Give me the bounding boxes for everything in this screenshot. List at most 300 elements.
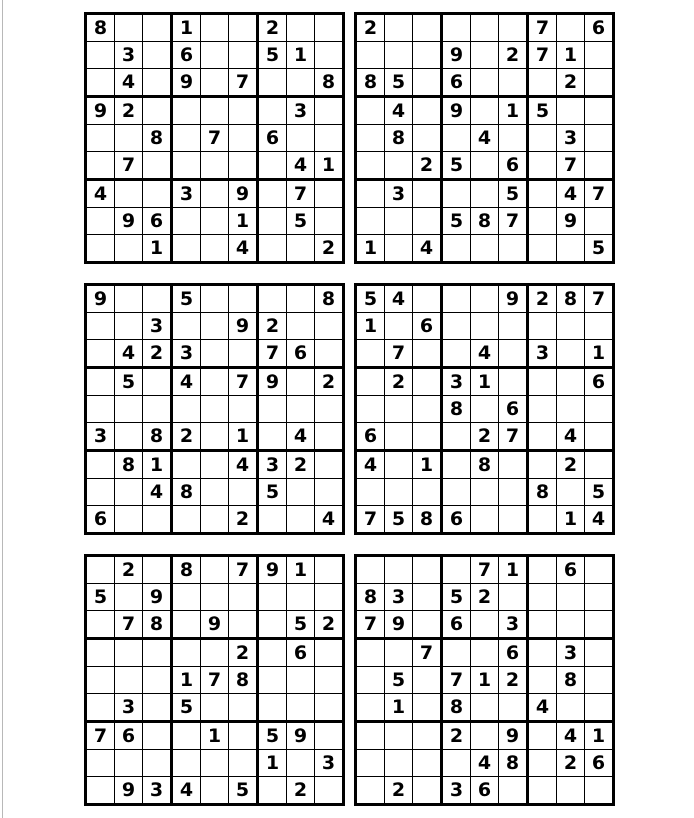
sudoku-cell[interactable]: 5 [385, 69, 413, 97]
sudoku-cell[interactable] [442, 451, 471, 479]
sudoku-cell[interactable] [585, 611, 614, 639]
sudoku-cell[interactable] [413, 423, 442, 451]
sudoku-cell[interactable]: 2 [315, 611, 344, 639]
sudoku-cell[interactable] [585, 396, 614, 423]
sudoku-cell[interactable] [229, 396, 258, 423]
sudoku-cell[interactable]: 8 [413, 506, 442, 534]
sudoku-cell[interactable]: 1 [471, 368, 499, 396]
sudoku-cell[interactable]: 1 [385, 694, 413, 722]
sudoku-cell[interactable]: 1 [229, 208, 258, 235]
sudoku-cell[interactable] [442, 340, 471, 368]
sudoku-cell[interactable]: 9 [287, 722, 315, 750]
sudoku-cell[interactable] [528, 125, 557, 152]
sudoku-cell[interactable] [499, 235, 528, 263]
sudoku-cell[interactable] [557, 235, 585, 263]
sudoku-cell[interactable] [86, 42, 115, 69]
sudoku-cell[interactable] [557, 14, 585, 42]
sudoku-cell[interactable] [143, 694, 172, 722]
sudoku-cell[interactable]: 4 [471, 125, 499, 152]
sudoku-cell[interactable] [172, 125, 201, 152]
sudoku-cell[interactable]: 6 [557, 556, 585, 584]
sudoku-cell[interactable] [442, 313, 471, 340]
sudoku-cell[interactable] [172, 451, 201, 479]
sudoku-cell[interactable] [315, 208, 344, 235]
sudoku-cell[interactable] [499, 451, 528, 479]
sudoku-cell[interactable]: 3 [115, 42, 143, 69]
sudoku-cell[interactable]: 8 [172, 556, 201, 584]
sudoku-cell[interactable] [413, 208, 442, 235]
sudoku-cell[interactable] [471, 152, 499, 180]
sudoku-cell[interactable] [315, 667, 344, 694]
sudoku-cell[interactable]: 9 [229, 313, 258, 340]
sudoku-cell[interactable]: 2 [172, 423, 201, 451]
sudoku-cell[interactable]: 8 [356, 584, 385, 611]
sudoku-cell[interactable]: 8 [385, 125, 413, 152]
sudoku-cell[interactable]: 2 [229, 506, 258, 534]
sudoku-cell[interactable] [315, 180, 344, 208]
sudoku-cell[interactable] [356, 694, 385, 722]
sudoku-cell[interactable]: 7 [585, 285, 614, 313]
sudoku-cell[interactable] [143, 396, 172, 423]
sudoku-cell[interactable]: 6 [499, 396, 528, 423]
sudoku-cell[interactable] [385, 152, 413, 180]
sudoku-cell[interactable]: 5 [499, 180, 528, 208]
sudoku-cell[interactable]: 6 [499, 152, 528, 180]
sudoku-cell[interactable] [315, 584, 344, 611]
sudoku-cell[interactable] [86, 479, 115, 506]
sudoku-cell[interactable] [172, 584, 201, 611]
sudoku-cell[interactable]: 3 [385, 180, 413, 208]
sudoku-cell[interactable] [528, 396, 557, 423]
sudoku-cell[interactable] [442, 639, 471, 667]
sudoku-cell[interactable] [471, 506, 499, 534]
sudoku-cell[interactable] [585, 451, 614, 479]
sudoku-cell[interactable] [413, 584, 442, 611]
sudoku-cell[interactable] [229, 152, 258, 180]
sudoku-cell[interactable] [115, 423, 143, 451]
sudoku-cell[interactable] [528, 69, 557, 97]
sudoku-cell[interactable]: 2 [385, 368, 413, 396]
sudoku-cell[interactable]: 4 [528, 694, 557, 722]
sudoku-cell[interactable]: 2 [499, 42, 528, 69]
sudoku-cell[interactable] [315, 639, 344, 667]
sudoku-cell[interactable] [258, 584, 287, 611]
sudoku-cell[interactable]: 7 [528, 42, 557, 69]
sudoku-cell[interactable] [557, 479, 585, 506]
sudoku-cell[interactable]: 5 [585, 479, 614, 506]
sudoku-cell[interactable] [315, 777, 344, 805]
sudoku-cell[interactable] [585, 584, 614, 611]
sudoku-cell[interactable]: 1 [356, 313, 385, 340]
sudoku-cell[interactable]: 7 [201, 125, 229, 152]
sudoku-cell[interactable] [172, 396, 201, 423]
sudoku-cell[interactable] [172, 208, 201, 235]
sudoku-cell[interactable] [385, 42, 413, 69]
sudoku-cell[interactable] [471, 14, 499, 42]
sudoku-cell[interactable] [287, 313, 315, 340]
sudoku-cell[interactable] [557, 313, 585, 340]
sudoku-cell[interactable]: 2 [315, 368, 344, 396]
sudoku-cell[interactable] [287, 479, 315, 506]
sudoku-cell[interactable]: 7 [115, 152, 143, 180]
sudoku-cell[interactable] [229, 611, 258, 639]
sudoku-cell[interactable]: 5 [585, 235, 614, 263]
sudoku-cell[interactable] [287, 285, 315, 313]
sudoku-cell[interactable] [86, 69, 115, 97]
sudoku-cell[interactable] [143, 69, 172, 97]
sudoku-cell[interactable]: 6 [585, 368, 614, 396]
sudoku-cell[interactable]: 7 [528, 14, 557, 42]
sudoku-cell[interactable]: 4 [471, 750, 499, 777]
sudoku-cell[interactable]: 9 [229, 180, 258, 208]
sudoku-cell[interactable]: 1 [356, 235, 385, 263]
sudoku-cell[interactable] [385, 313, 413, 340]
sudoku-cell[interactable] [585, 694, 614, 722]
sudoku-cell[interactable] [201, 69, 229, 97]
sudoku-cell[interactable] [528, 667, 557, 694]
sudoku-cell[interactable] [413, 777, 442, 805]
sudoku-cell[interactable] [471, 313, 499, 340]
sudoku-cell[interactable] [229, 694, 258, 722]
sudoku-cell[interactable] [315, 42, 344, 69]
sudoku-cell[interactable] [442, 423, 471, 451]
sudoku-cell[interactable] [528, 313, 557, 340]
sudoku-cell[interactable]: 6 [442, 69, 471, 97]
sudoku-cell[interactable] [528, 777, 557, 805]
sudoku-cell[interactable] [356, 368, 385, 396]
sudoku-cell[interactable] [442, 285, 471, 313]
sudoku-cell[interactable] [201, 42, 229, 69]
sudoku-cell[interactable] [528, 235, 557, 263]
sudoku-cell[interactable] [413, 285, 442, 313]
sudoku-cell[interactable] [143, 722, 172, 750]
sudoku-cell[interactable] [201, 423, 229, 451]
sudoku-cell[interactable] [557, 340, 585, 368]
sudoku-cell[interactable] [442, 479, 471, 506]
sudoku-cell[interactable]: 9 [385, 611, 413, 639]
sudoku-cell[interactable]: 5 [442, 152, 471, 180]
sudoku-cell[interactable] [115, 584, 143, 611]
sudoku-cell[interactable] [172, 750, 201, 777]
sudoku-cell[interactable] [229, 125, 258, 152]
sudoku-cell[interactable] [86, 694, 115, 722]
sudoku-cell[interactable] [528, 722, 557, 750]
sudoku-cell[interactable] [258, 235, 287, 263]
sudoku-cell[interactable]: 2 [471, 584, 499, 611]
sudoku-cell[interactable]: 2 [557, 750, 585, 777]
sudoku-cell[interactable] [557, 611, 585, 639]
sudoku-cell[interactable]: 7 [201, 667, 229, 694]
sudoku-cell[interactable] [585, 667, 614, 694]
sudoku-cell[interactable] [86, 368, 115, 396]
sudoku-cell[interactable]: 6 [413, 313, 442, 340]
sudoku-cell[interactable] [287, 368, 315, 396]
sudoku-cell[interactable] [585, 423, 614, 451]
sudoku-cell[interactable]: 5 [258, 722, 287, 750]
sudoku-cell[interactable] [258, 694, 287, 722]
sudoku-cell[interactable] [385, 423, 413, 451]
sudoku-cell[interactable] [385, 14, 413, 42]
sudoku-cell[interactable]: 2 [356, 14, 385, 42]
sudoku-cell[interactable] [143, 667, 172, 694]
sudoku-cell[interactable]: 7 [585, 180, 614, 208]
sudoku-cell[interactable] [499, 125, 528, 152]
sudoku-cell[interactable]: 4 [557, 722, 585, 750]
sudoku-cell[interactable] [172, 97, 201, 125]
sudoku-cell[interactable]: 1 [172, 14, 201, 42]
sudoku-cell[interactable]: 7 [471, 556, 499, 584]
sudoku-cell[interactable]: 8 [86, 14, 115, 42]
sudoku-cell[interactable]: 9 [172, 69, 201, 97]
sudoku-cell[interactable]: 8 [557, 667, 585, 694]
sudoku-cell[interactable] [585, 313, 614, 340]
sudoku-cell[interactable] [86, 611, 115, 639]
sudoku-cell[interactable] [287, 750, 315, 777]
sudoku-cell[interactable] [172, 722, 201, 750]
sudoku-cell[interactable]: 3 [172, 180, 201, 208]
sudoku-cell[interactable]: 2 [385, 777, 413, 805]
sudoku-cell[interactable] [86, 152, 115, 180]
sudoku-cell[interactable] [229, 285, 258, 313]
sudoku-cell[interactable] [258, 611, 287, 639]
sudoku-cell[interactable] [385, 556, 413, 584]
sudoku-cell[interactable] [413, 97, 442, 125]
sudoku-cell[interactable]: 3 [442, 777, 471, 805]
sudoku-cell[interactable] [258, 506, 287, 534]
sudoku-cell[interactable] [499, 777, 528, 805]
sudoku-cell[interactable] [557, 694, 585, 722]
sudoku-cell[interactable] [499, 69, 528, 97]
sudoku-cell[interactable] [229, 340, 258, 368]
sudoku-cell[interactable] [86, 451, 115, 479]
sudoku-cell[interactable] [528, 611, 557, 639]
sudoku-cell[interactable] [115, 180, 143, 208]
sudoku-cell[interactable]: 7 [442, 667, 471, 694]
sudoku-cell[interactable] [229, 42, 258, 69]
sudoku-cell[interactable]: 6 [287, 340, 315, 368]
sudoku-cell[interactable] [385, 722, 413, 750]
sudoku-cell[interactable] [201, 777, 229, 805]
sudoku-cell[interactable] [315, 722, 344, 750]
sudoku-cell[interactable]: 3 [258, 451, 287, 479]
sudoku-cell[interactable]: 8 [229, 667, 258, 694]
sudoku-cell[interactable]: 4 [115, 69, 143, 97]
sudoku-cell[interactable] [86, 556, 115, 584]
sudoku-cell[interactable] [385, 639, 413, 667]
sudoku-cell[interactable]: 8 [499, 750, 528, 777]
sudoku-cell[interactable] [287, 14, 315, 42]
sudoku-cell[interactable] [229, 479, 258, 506]
sudoku-cell[interactable] [385, 451, 413, 479]
sudoku-cell[interactable]: 3 [442, 368, 471, 396]
sudoku-cell[interactable]: 9 [499, 722, 528, 750]
sudoku-cell[interactable] [585, 556, 614, 584]
sudoku-cell[interactable]: 1 [287, 556, 315, 584]
sudoku-cell[interactable] [115, 506, 143, 534]
sudoku-cell[interactable] [287, 235, 315, 263]
sudoku-cell[interactable]: 1 [557, 506, 585, 534]
sudoku-cell[interactable] [471, 694, 499, 722]
sudoku-cell[interactable] [86, 667, 115, 694]
sudoku-cell[interactable] [229, 750, 258, 777]
sudoku-cell[interactable]: 3 [385, 584, 413, 611]
sudoku-cell[interactable]: 9 [499, 285, 528, 313]
sudoku-cell[interactable] [86, 235, 115, 263]
sudoku-cell[interactable]: 9 [258, 556, 287, 584]
sudoku-cell[interactable] [315, 396, 344, 423]
sudoku-cell[interactable]: 6 [442, 506, 471, 534]
sudoku-cell[interactable] [315, 423, 344, 451]
sudoku-cell[interactable] [201, 14, 229, 42]
sudoku-cell[interactable] [143, 285, 172, 313]
sudoku-cell[interactable]: 4 [315, 506, 344, 534]
sudoku-cell[interactable] [413, 42, 442, 69]
sudoku-cell[interactable]: 8 [315, 69, 344, 97]
sudoku-cell[interactable]: 8 [172, 479, 201, 506]
sudoku-cell[interactable]: 5 [385, 506, 413, 534]
sudoku-cell[interactable]: 8 [528, 479, 557, 506]
sudoku-cell[interactable]: 7 [557, 152, 585, 180]
sudoku-cell[interactable]: 3 [143, 313, 172, 340]
sudoku-cell[interactable]: 6 [585, 14, 614, 42]
sudoku-cell[interactable] [385, 479, 413, 506]
sudoku-cell[interactable]: 3 [315, 750, 344, 777]
sudoku-cell[interactable] [356, 180, 385, 208]
sudoku-cell[interactable]: 6 [442, 611, 471, 639]
sudoku-cell[interactable]: 2 [471, 423, 499, 451]
sudoku-cell[interactable] [143, 42, 172, 69]
sudoku-cell[interactable] [115, 235, 143, 263]
sudoku-cell[interactable] [557, 368, 585, 396]
sudoku-cell[interactable] [471, 722, 499, 750]
sudoku-cell[interactable] [471, 180, 499, 208]
sudoku-cell[interactable] [201, 584, 229, 611]
sudoku-cell[interactable] [115, 14, 143, 42]
sudoku-cell[interactable] [287, 667, 315, 694]
sudoku-cell[interactable] [201, 694, 229, 722]
sudoku-cell[interactable] [86, 208, 115, 235]
sudoku-cell[interactable]: 2 [528, 285, 557, 313]
sudoku-cell[interactable]: 1 [201, 722, 229, 750]
sudoku-cell[interactable] [201, 506, 229, 534]
sudoku-cell[interactable] [442, 14, 471, 42]
sudoku-cell[interactable] [315, 556, 344, 584]
sudoku-cell[interactable] [413, 479, 442, 506]
sudoku-cell[interactable]: 1 [557, 42, 585, 69]
sudoku-cell[interactable]: 2 [413, 152, 442, 180]
sudoku-cell[interactable] [356, 396, 385, 423]
sudoku-cell[interactable] [172, 152, 201, 180]
sudoku-cell[interactable]: 5 [86, 584, 115, 611]
sudoku-cell[interactable]: 1 [143, 235, 172, 263]
sudoku-cell[interactable] [528, 451, 557, 479]
sudoku-cell[interactable] [315, 313, 344, 340]
sudoku-cell[interactable] [143, 556, 172, 584]
sudoku-cell[interactable]: 9 [442, 42, 471, 69]
sudoku-cell[interactable]: 3 [115, 694, 143, 722]
sudoku-cell[interactable] [143, 152, 172, 180]
sudoku-cell[interactable]: 2 [315, 235, 344, 263]
sudoku-cell[interactable] [201, 97, 229, 125]
sudoku-cell[interactable] [315, 479, 344, 506]
sudoku-cell[interactable]: 4 [557, 180, 585, 208]
sudoku-cell[interactable] [499, 584, 528, 611]
sudoku-cell[interactable] [585, 42, 614, 69]
sudoku-cell[interactable]: 6 [86, 506, 115, 534]
sudoku-cell[interactable]: 5 [442, 208, 471, 235]
sudoku-cell[interactable] [442, 180, 471, 208]
sudoku-cell[interactable] [413, 340, 442, 368]
sudoku-cell[interactable] [356, 639, 385, 667]
sudoku-cell[interactable] [172, 506, 201, 534]
sudoku-cell[interactable] [413, 694, 442, 722]
sudoku-cell[interactable] [258, 180, 287, 208]
sudoku-cell[interactable] [442, 750, 471, 777]
sudoku-cell[interactable]: 9 [143, 584, 172, 611]
sudoku-cell[interactable]: 2 [258, 14, 287, 42]
sudoku-cell[interactable] [172, 235, 201, 263]
sudoku-cell[interactable] [287, 125, 315, 152]
sudoku-cell[interactable] [258, 69, 287, 97]
sudoku-cell[interactable] [86, 313, 115, 340]
sudoku-cell[interactable]: 8 [315, 285, 344, 313]
sudoku-cell[interactable] [557, 777, 585, 805]
sudoku-cell[interactable]: 8 [442, 396, 471, 423]
sudoku-cell[interactable] [356, 340, 385, 368]
sudoku-cell[interactable] [287, 396, 315, 423]
sudoku-cell[interactable]: 6 [287, 639, 315, 667]
sudoku-cell[interactable] [528, 556, 557, 584]
sudoku-cell[interactable] [356, 42, 385, 69]
sudoku-cell[interactable] [315, 14, 344, 42]
sudoku-cell[interactable] [315, 125, 344, 152]
sudoku-cell[interactable] [201, 639, 229, 667]
sudoku-cell[interactable]: 8 [471, 208, 499, 235]
sudoku-cell[interactable]: 6 [499, 639, 528, 667]
sudoku-cell[interactable]: 2 [115, 97, 143, 125]
sudoku-cell[interactable] [413, 368, 442, 396]
sudoku-cell[interactable] [115, 313, 143, 340]
sudoku-cell[interactable] [471, 396, 499, 423]
sudoku-cell[interactable] [442, 235, 471, 263]
sudoku-cell[interactable] [528, 152, 557, 180]
sudoku-cell[interactable] [471, 285, 499, 313]
sudoku-cell[interactable] [413, 14, 442, 42]
sudoku-cell[interactable]: 8 [356, 69, 385, 97]
sudoku-cell[interactable] [258, 97, 287, 125]
sudoku-cell[interactable]: 7 [385, 340, 413, 368]
sudoku-cell[interactable]: 7 [356, 611, 385, 639]
sudoku-cell[interactable] [356, 208, 385, 235]
sudoku-cell[interactable] [585, 208, 614, 235]
sudoku-cell[interactable] [201, 152, 229, 180]
sudoku-cell[interactable] [471, 611, 499, 639]
sudoku-cell[interactable] [413, 667, 442, 694]
sudoku-cell[interactable] [385, 396, 413, 423]
sudoku-cell[interactable] [471, 97, 499, 125]
sudoku-cell[interactable]: 9 [201, 611, 229, 639]
sudoku-cell[interactable] [201, 340, 229, 368]
sudoku-cell[interactable] [356, 556, 385, 584]
sudoku-cell[interactable]: 6 [471, 777, 499, 805]
sudoku-cell[interactable]: 9 [115, 208, 143, 235]
sudoku-cell[interactable] [258, 639, 287, 667]
sudoku-cell[interactable]: 7 [356, 506, 385, 534]
sudoku-cell[interactable] [229, 722, 258, 750]
sudoku-cell[interactable]: 6 [143, 208, 172, 235]
sudoku-cell[interactable]: 2 [287, 451, 315, 479]
sudoku-cell[interactable]: 5 [258, 479, 287, 506]
